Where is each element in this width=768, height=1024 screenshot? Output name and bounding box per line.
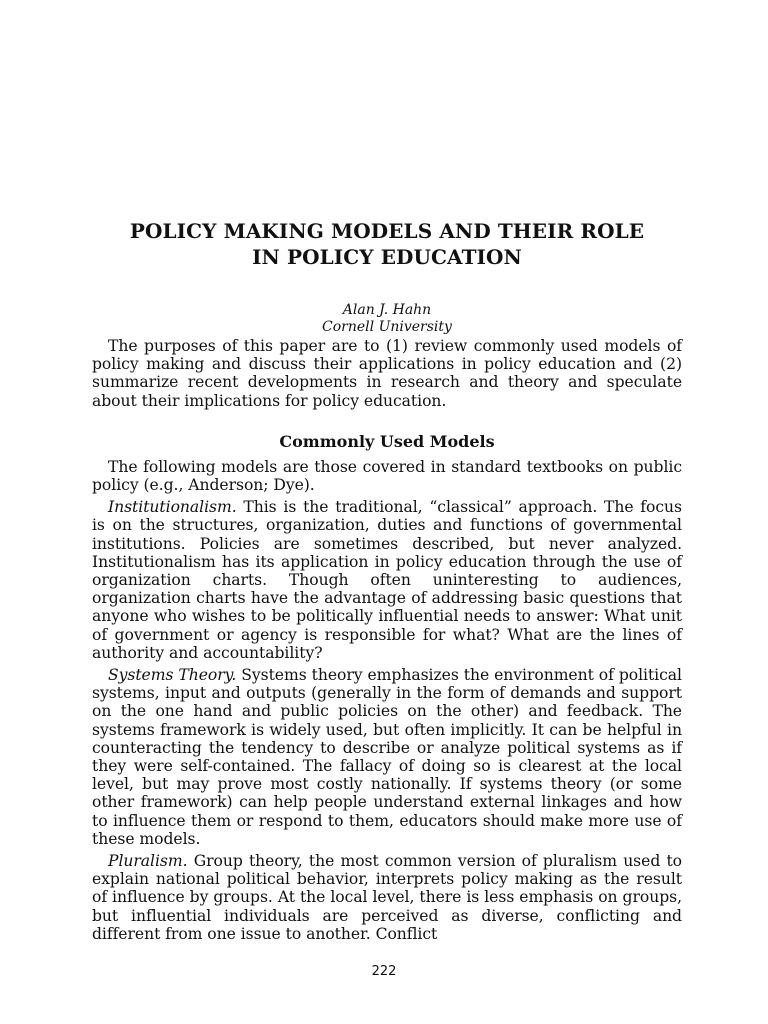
page-number: 222: [371, 964, 397, 979]
title-line-1: POLICY MAKING MODELS AND THEIR ROLE: [129, 219, 645, 243]
author-name: Alan J. Hahn: [342, 302, 432, 318]
intro-paragraph: The purposes of this paper are to (1) review commonly used models of policy making and discuss their applications in policy education and (2) summarize recent developments in research and theory and speculate about their implications for policy education.: [92, 337, 682, 410]
paragraph-lead: Systems Theory.: [108, 666, 237, 685]
paragraph-lead: Institutionalism.: [108, 498, 237, 517]
paragraph-body: Systems theory emphasizes the environment of political systems, input and outputs (generally in the form of demands and support on the one hand and public policies on the other) and feedback. The systems framework is widely used, but often implicitly. It can be helpful in counteracting the tendency to describe or analyze political systems as if they were self-contained. The fallacy of doing so is clearest at the local level, but may prove most costly nationally. If systems theory (or some other framework) can help people understand external linkages and how to influence them or respond to them, educators should make more use of these models.: [92, 666, 682, 848]
byline: [92, 302, 682, 336]
section-intro-paragraph: The following models are those covered in standard textbooks on public policy (e.g., Anderson; Dye).: [92, 457, 682, 495]
title-line-2: IN POLICY EDUCATION: [252, 245, 522, 269]
paragraph-systems-theory: [92, 666, 682, 848]
article-title: [92, 218, 682, 270]
paragraph-pluralism: [92, 852, 682, 943]
article-page: [92, 218, 682, 943]
paragraph-body: Group theory, the most common version of pluralism used to explain national political behavior, interprets policy making as the result of influence by groups. At the local level, there is less emphasis on groups, but influential individuals are perceived as diverse, conflicting and different from one issue to another. Conflict: [92, 852, 682, 943]
paragraph-institutionalism: [92, 498, 682, 662]
section-heading: Commonly Used Models: [279, 431, 495, 451]
paragraph-body: This is the traditional, “classical” approach. The focus is on the structures, organization, duties and functions of governmental institutions. Policies are sometimes described, but never analyzed. Institutionalism has its application in policy education through the use of organization charts. Though often uninteresting to audiences, organization charts have the advantage of addressing basic questions that anyone who wishes to be politically influential needs to answer: What unit of government or agency is responsible for what? What are the lines of authority and accountability?: [92, 498, 682, 662]
author-affiliation: Cornell University: [322, 319, 452, 335]
paragraph-lead: Pluralism.: [108, 852, 188, 871]
